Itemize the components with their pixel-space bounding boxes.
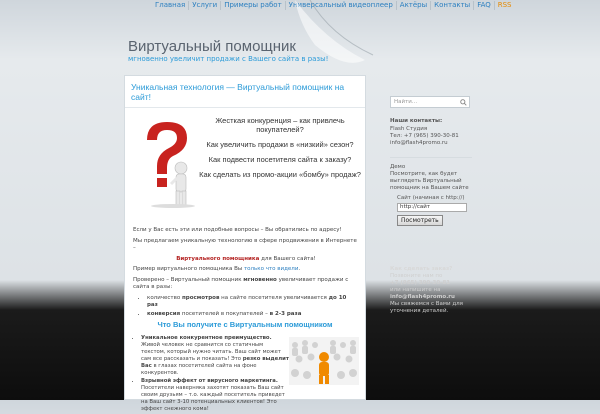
order-heading: Как сделать заказ? [390,266,453,272]
question-1: Жесткая конкуренция – как привлечь покупателей? [215,116,345,134]
proven-end: увеличивает продажи с сайта в разы: [133,276,349,290]
example-text: Пример виртуального помощника Вы [133,266,244,272]
demo-block [390,157,472,226]
order-line-3: Мы свяжемся с Вами для уточнения деталей. [390,301,463,314]
benefit-title: Уникальное конкурентное преимущество. [141,335,272,341]
nav-item-faq[interactable]: FAQ [474,1,495,10]
order-line-1: Позвоните нам по [390,273,443,279]
paragraph-offer: Мы предлагаем уникальную технологию в сфере продвижения в Интернете – [133,237,357,251]
nav-item-home[interactable]: Главная [152,1,189,10]
demo-text: Посмотрите, как будет выглядеть Виртуальный помощник на Вашем сайте [390,171,469,191]
decorative-glass-shape [285,0,375,75]
benefit-bold: резко выделит Вас [141,356,289,369]
sidebar [390,96,472,315]
paragraph-proven [133,277,359,292]
paragraph-example [133,266,359,274]
nav-item-portfolio[interactable]: Примеры работ [221,1,285,10]
company-name: Flash Студия [390,126,428,132]
proven-bold: мгновенно [243,276,277,283]
question-4: Как сделать из промо-акции «бомбу» продаж? [199,170,361,179]
benefit-text: Живой человек не сравнится со статичным текстом, который нужно читать. Ваш сайт может сам все рассказать и показать! Это [141,342,281,362]
search-icon[interactable] [460,99,467,109]
question-2: Как увеличить продажи в «низкий» сезон? [206,140,354,149]
phone-number: Тел: +7 (965) 390-30-81 [390,133,459,139]
paragraph-intro: Если у Вас есть эти или подобные вопросы – Вы обратились по адресу! [133,227,342,233]
site-subtitle: мгновенно увеличит продажи с Вашего сайта в разы! [128,55,329,63]
just-seen-link[interactable]: только что видели [243,266,299,272]
order-block [390,266,472,315]
nav-item-video-player[interactable]: Универсальный видеоплеер [286,1,397,10]
proven-text: Проверено – Виртуальный помощник [133,276,244,283]
paragraph-assistant [133,256,359,264]
assistant-rest: для Вашего сайта! [259,255,316,262]
site-title[interactable]: Виртуальный помощник [128,38,296,55]
list-item [141,335,289,377]
questions-list [199,116,361,223]
results-list [133,295,359,319]
site-field-label: Сайт (начиная с http://) [397,195,465,201]
order-phone: +7 (965) 390-30-81 [390,280,451,286]
benefit-text: в глазах посетителей сайта на фоне конкурентов. [141,363,257,376]
search-input[interactable] [390,96,470,108]
view-button[interactable]: Посмотреть [397,215,443,226]
example-end: . [298,266,301,272]
order-line-2: или напишите на [390,287,441,293]
email-address[interactable]: info@flash4promo.ru [390,140,448,146]
list-text: на сайте посетителя увеличивается [219,294,329,301]
list-bold: просмотров [182,294,220,301]
benefit-text: Посетители наверняка захотят показать Ваш сайт своим друзьям – т.о. каждый посетитель приведет на Ваш сайт 3-10 потенциальных клиентов! Это эффект снежного кома! [141,385,285,412]
article-title[interactable]: Уникальная технология — Виртуальный помощник на сайт! [125,76,365,108]
article-body [125,223,365,318]
list-bold: в 2-3 раза [269,310,302,317]
benefits-block [125,335,365,414]
list-item [147,295,359,310]
question-3: Как подвести посетителя сайта к заказу? [208,155,352,164]
benefits-list [133,335,289,414]
nav-item-services[interactable]: Услуги [189,1,221,10]
question-mark-figure-image [133,118,199,208]
nav-item-contacts[interactable]: Контакты [431,1,474,10]
site-url-field[interactable]: http://сайт [397,203,467,212]
main-content [124,75,366,412]
list-bold: конверсия [147,310,181,317]
list-text: количество [147,294,182,301]
nav-item-actors[interactable]: Актёры [397,1,431,10]
contacts-heading: Наши контакты: [390,118,443,124]
questions-block [125,108,365,223]
demo-heading: Демо [390,164,406,170]
contacts-info [390,126,472,147]
benefit-title: Взрывной эффект от вирусного маркетинга. [141,378,278,384]
assistant-highlight: Виртуального помощника [176,255,260,262]
search-placeholder: Найти... [394,99,418,105]
crowd-orange-person-image [289,337,359,385]
list-item [141,378,289,413]
list-item [147,311,359,319]
nav-item-rss[interactable]: RSS [497,1,512,9]
order-email[interactable]: info@flash4promo.ru [390,294,455,300]
benefits-heading: Что Вы получите с Виртуальным помощником [157,320,333,329]
list-bold: до 10 раз [147,294,347,308]
list-text: посетителей в покупателей – [180,310,270,317]
